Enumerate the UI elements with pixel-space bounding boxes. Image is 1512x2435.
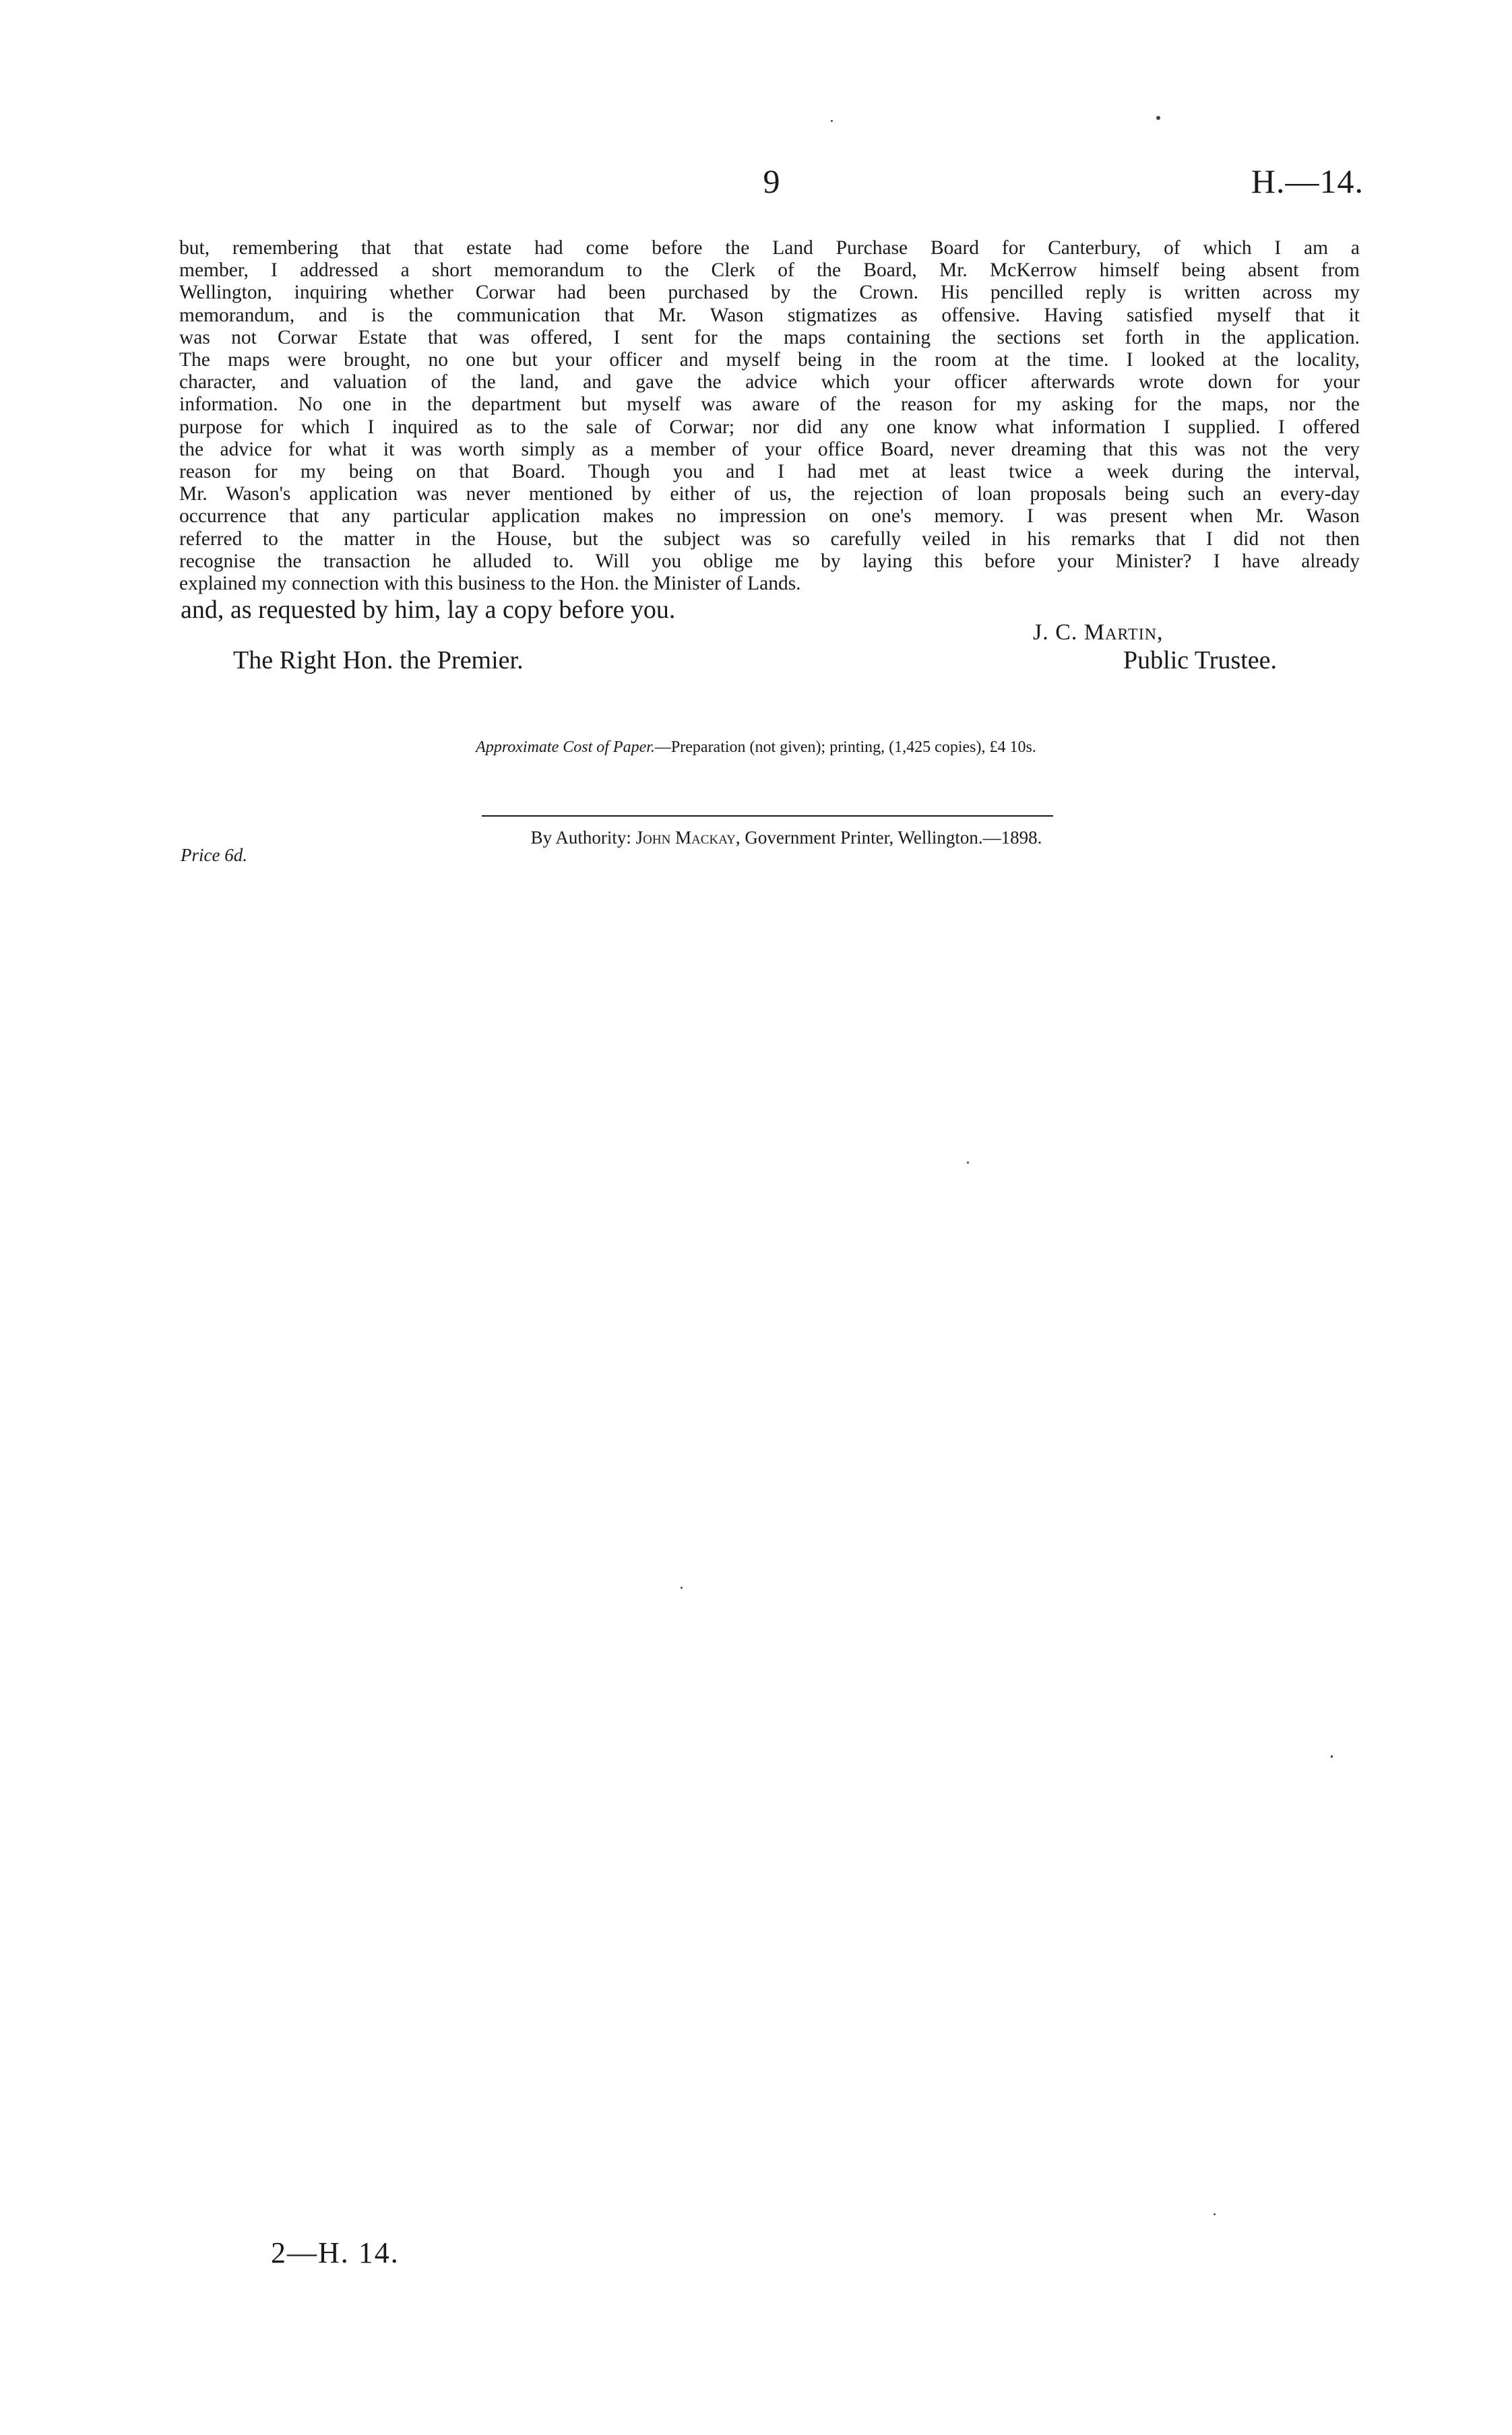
sheet-signature-mark: 2—H. 14. bbox=[271, 2236, 400, 2269]
print-speck bbox=[681, 1587, 683, 1589]
signature-surname: Martin bbox=[1083, 620, 1158, 645]
body-line: was not Corwar Estate that was offered, I sent for the maps containing the sections set forth in the application. bbox=[179, 326, 1360, 348]
addressee: The Right Hon. the Premier. bbox=[233, 646, 524, 674]
body-line: recognise the transaction he alluded to. Will you oblige me by laying this before your Minister? I have already bbox=[179, 550, 1360, 572]
body-line: referred to the matter in the House, but the subject was so carefully veiled in his remarks that I did not then bbox=[179, 528, 1360, 550]
body-line: the advice for what it was worth simply as a member of your office Board, never dreaming that this was not the very bbox=[179, 438, 1360, 460]
signature-initials: J. C. bbox=[1033, 620, 1084, 645]
imprint-printer: John Mackay bbox=[635, 827, 736, 848]
cost-of-paper-note bbox=[0, 738, 1512, 757]
print-speck bbox=[831, 120, 833, 122]
body-line: but, remembering that that estate had come before the Land Purchase Board for Canterbury, of which I am a bbox=[179, 237, 1360, 259]
cost-label: Approximate Cost of Paper. bbox=[476, 738, 655, 756]
body-line: information. No one in the department but myself was aware of the reason for my asking for the maps, nor the bbox=[179, 393, 1360, 416]
body-line: The maps were brought, no one but your officer and myself being in the room at the time. I looked at the locality, bbox=[179, 349, 1360, 371]
signature-name bbox=[1033, 620, 1164, 645]
imprint-rule bbox=[482, 815, 1053, 817]
price: Price 6d. bbox=[181, 845, 247, 865]
imprint-suffix: , Government Printer, Wellington.—1898. bbox=[735, 827, 1042, 848]
print-speck bbox=[967, 1162, 969, 1164]
closing-line: and, as requested by him, lay a copy before you. bbox=[181, 596, 676, 624]
print-speck bbox=[1214, 2213, 1216, 2215]
body-line: Wellington, inquiring whether Corwar had been purchased by the Crown. His pencilled reply is written across my bbox=[179, 282, 1360, 304]
imprint-prefix: By Authority: bbox=[530, 827, 636, 848]
body-line: purpose for which I inquired as to the sale of Corwar; nor did any one know what information I supplied. I offered bbox=[179, 416, 1360, 438]
signature-comma: , bbox=[1157, 620, 1164, 645]
page-number: 9 bbox=[763, 162, 780, 200]
body-line: memorandum, and is the communication that Mr. Wason stigmatizes as offensive. Having satisfied myself that it bbox=[179, 304, 1360, 326]
document-reference: H.—14. bbox=[1251, 162, 1364, 200]
body-line: explained my connection with this business to the Hon. the Minister of Lands. bbox=[179, 573, 801, 595]
body-line: reason for my being on that Board. Though you and I had met at least twice a week during the interval, bbox=[179, 461, 1360, 483]
print-speck bbox=[1156, 116, 1160, 120]
body-line: member, I addressed a short memorandum to the Clerk of the Board, Mr. McKerrow himself being absent from bbox=[179, 259, 1360, 282]
signature-title: Public Trustee. bbox=[1123, 646, 1278, 674]
cost-text: —Preparation (not given); printing, (1,425 copies), £4 10s. bbox=[654, 738, 1036, 756]
print-speck bbox=[1331, 1755, 1333, 1758]
letter-body bbox=[179, 237, 1360, 595]
body-line: occurrence that any particular application makes no impression on one's memory. I was present when Mr. Wason bbox=[179, 505, 1360, 528]
body-line: Mr. Wason's application was never mentioned by either of us, the rejection of loan proposals being such an every-day bbox=[179, 483, 1360, 505]
body-line: character, and valuation of the land, and gave the advice which your officer afterwards wrote down for your bbox=[179, 371, 1360, 393]
